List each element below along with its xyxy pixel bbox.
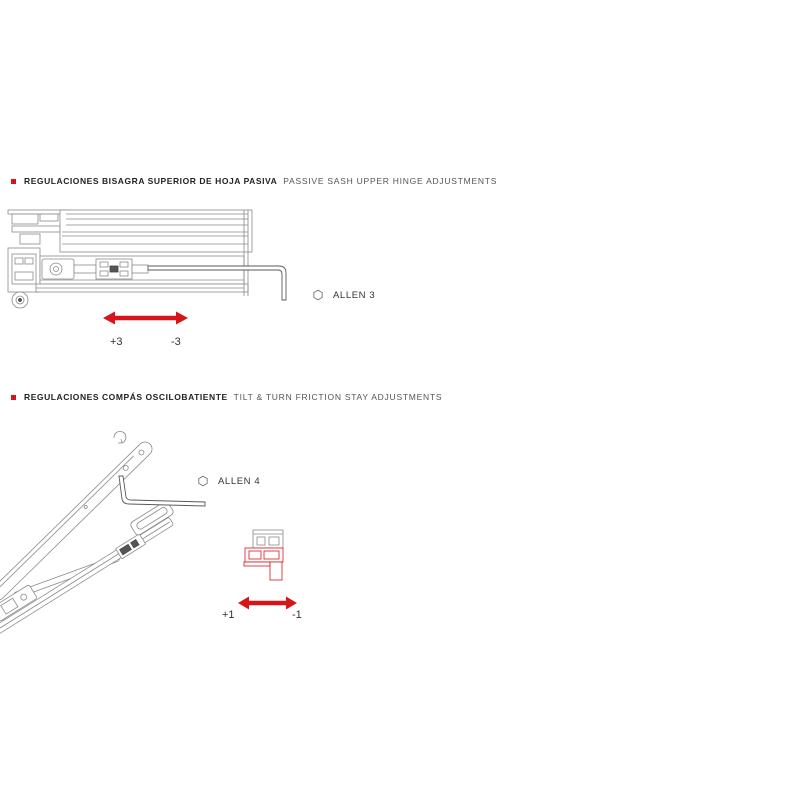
section-2-hexagon-icon	[199, 476, 207, 486]
frame-chamber	[40, 214, 58, 221]
pivot-pin-center	[54, 267, 59, 272]
frame-chamber	[15, 272, 33, 280]
hinge-adjustment-block	[96, 259, 132, 279]
section-1-heading-en: PASSIVE SASH UPPER HINGE ADJUSTMENTS	[283, 176, 498, 186]
sash-profile	[60, 210, 252, 252]
frame-chamber	[20, 234, 40, 244]
block-detail	[100, 271, 108, 276]
section-1-hexagon-icon	[314, 290, 322, 300]
section-2-tool-label: ALLEN 4	[218, 476, 261, 487]
frame-section-leg	[270, 562, 282, 580]
frame-chamber	[12, 214, 38, 224]
frame-chamber	[15, 258, 23, 264]
section-2-heading-en: TILT & TURN FRICTION STAY ADJUSTMENTS	[233, 392, 443, 402]
rotate-arrowhead	[118, 439, 122, 443]
sash-section-chamber	[269, 537, 279, 545]
friction-stay-drawing	[0, 439, 180, 638]
block-detail	[120, 271, 128, 276]
slider-body	[116, 534, 146, 559]
block-detail	[120, 262, 128, 267]
frame-section-chamber	[249, 551, 261, 559]
passive-sash-hinge-drawing	[8, 210, 252, 308]
frame-section-flange	[244, 562, 270, 566]
block-detail	[100, 262, 108, 267]
sash-section-chamber	[257, 537, 265, 545]
frame-profile-bottom	[8, 248, 40, 292]
section-2-heading-es: REGULACIONES COMPÁS OSCILOBATIENTE	[24, 392, 228, 402]
frame-section-highlight	[244, 548, 283, 580]
wheel-axle	[19, 299, 22, 302]
frame-chamber	[25, 258, 33, 264]
bottom-rail	[36, 284, 248, 292]
section-1-heading-es: REGULACIONES BISAGRA SUPERIOR DE HOJA PASIVA	[24, 176, 278, 186]
block-screw	[110, 266, 118, 272]
allen-key-outline	[119, 476, 205, 506]
section-1-minus-label: -3	[171, 336, 181, 348]
stay-slider	[116, 534, 146, 559]
section-1-heading	[24, 176, 497, 186]
section-2-bullet-square-icon	[11, 395, 16, 400]
section-1-tool-label: ALLEN 3	[333, 290, 376, 301]
frame-section-drawing	[244, 530, 283, 580]
section-2-minus-label: -1	[292, 609, 302, 621]
rotate-icon	[114, 431, 126, 443]
rotate-arc	[114, 431, 126, 443]
hinge-rod	[132, 265, 148, 273]
section-1-double-arrow-icon	[103, 312, 188, 325]
section-2-heading	[24, 392, 442, 402]
section-1-plus-label: +3	[110, 336, 123, 348]
section-2-plus-label: +1	[222, 609, 235, 621]
allen-key-4-drawing	[119, 476, 205, 506]
section-2-double-arrow-icon	[238, 597, 297, 610]
roller-wheel	[12, 292, 28, 308]
section-1-bullet-square-icon	[11, 179, 16, 184]
frame-section-chamber	[264, 551, 279, 559]
sash-body	[60, 210, 252, 252]
frame-chamber	[12, 226, 60, 232]
rail-body	[0, 517, 174, 637]
pivot-link	[74, 265, 96, 273]
